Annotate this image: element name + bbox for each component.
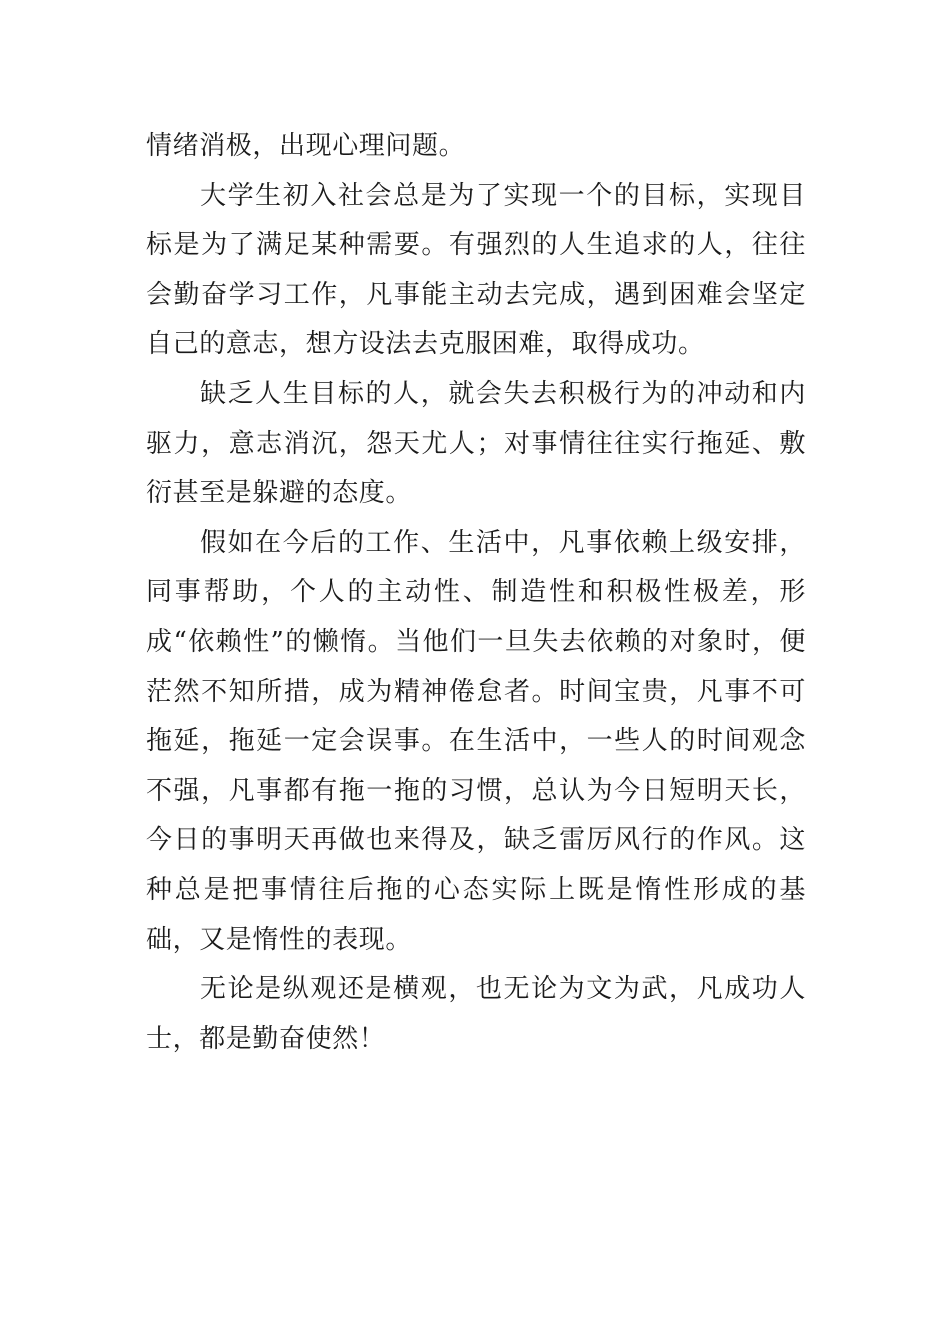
- paragraph-5: 无论是纵观还是横观，也无论为文为武，凡成功人士，都是勤奋使然！: [146, 974, 806, 1054]
- paragraph-1: 情绪消极，出现心理问题。: [146, 131, 466, 161]
- document-body: [146, 122, 806, 1064]
- paragraph-4: 假如在今后的工作、生活中，凡事依赖上级安排，同事帮助，个人的主动性、制造性和积极性极差，形成“依赖性”的懒惰。当他们一旦失去依赖的对象时，便茫然不知所措，成为精神倦怠者。时间宝贵，凡事不可拖延，拖延一定会误事。在生活中，一些人的时间观念不强，凡事都有拖一拖的习惯，总认为今日短明天长，今日的事明天再做也来得及，缺乏雷厉风行的作风。这种总是把事情往后拖的心态实际上既是惰性形成的基础，又是惰性的表现。: [146, 527, 806, 955]
- paragraph-3: 缺乏人生目标的人，就会失去积极行为的冲动和内驱力，意志消沉，怨天尤人；对事情往往实行拖延、敷衍甚至是躲避的态度。: [146, 378, 806, 509]
- paragraph-2: 大学生初入社会总是为了实现一个的目标，实现目标是为了满足某种需要。有强烈的人生追求的人，往往会勤奋学习工作，凡事能主动去完成，遇到困难会坚定自己的意志，想方设法去克服困难，取得成功。: [146, 180, 806, 360]
